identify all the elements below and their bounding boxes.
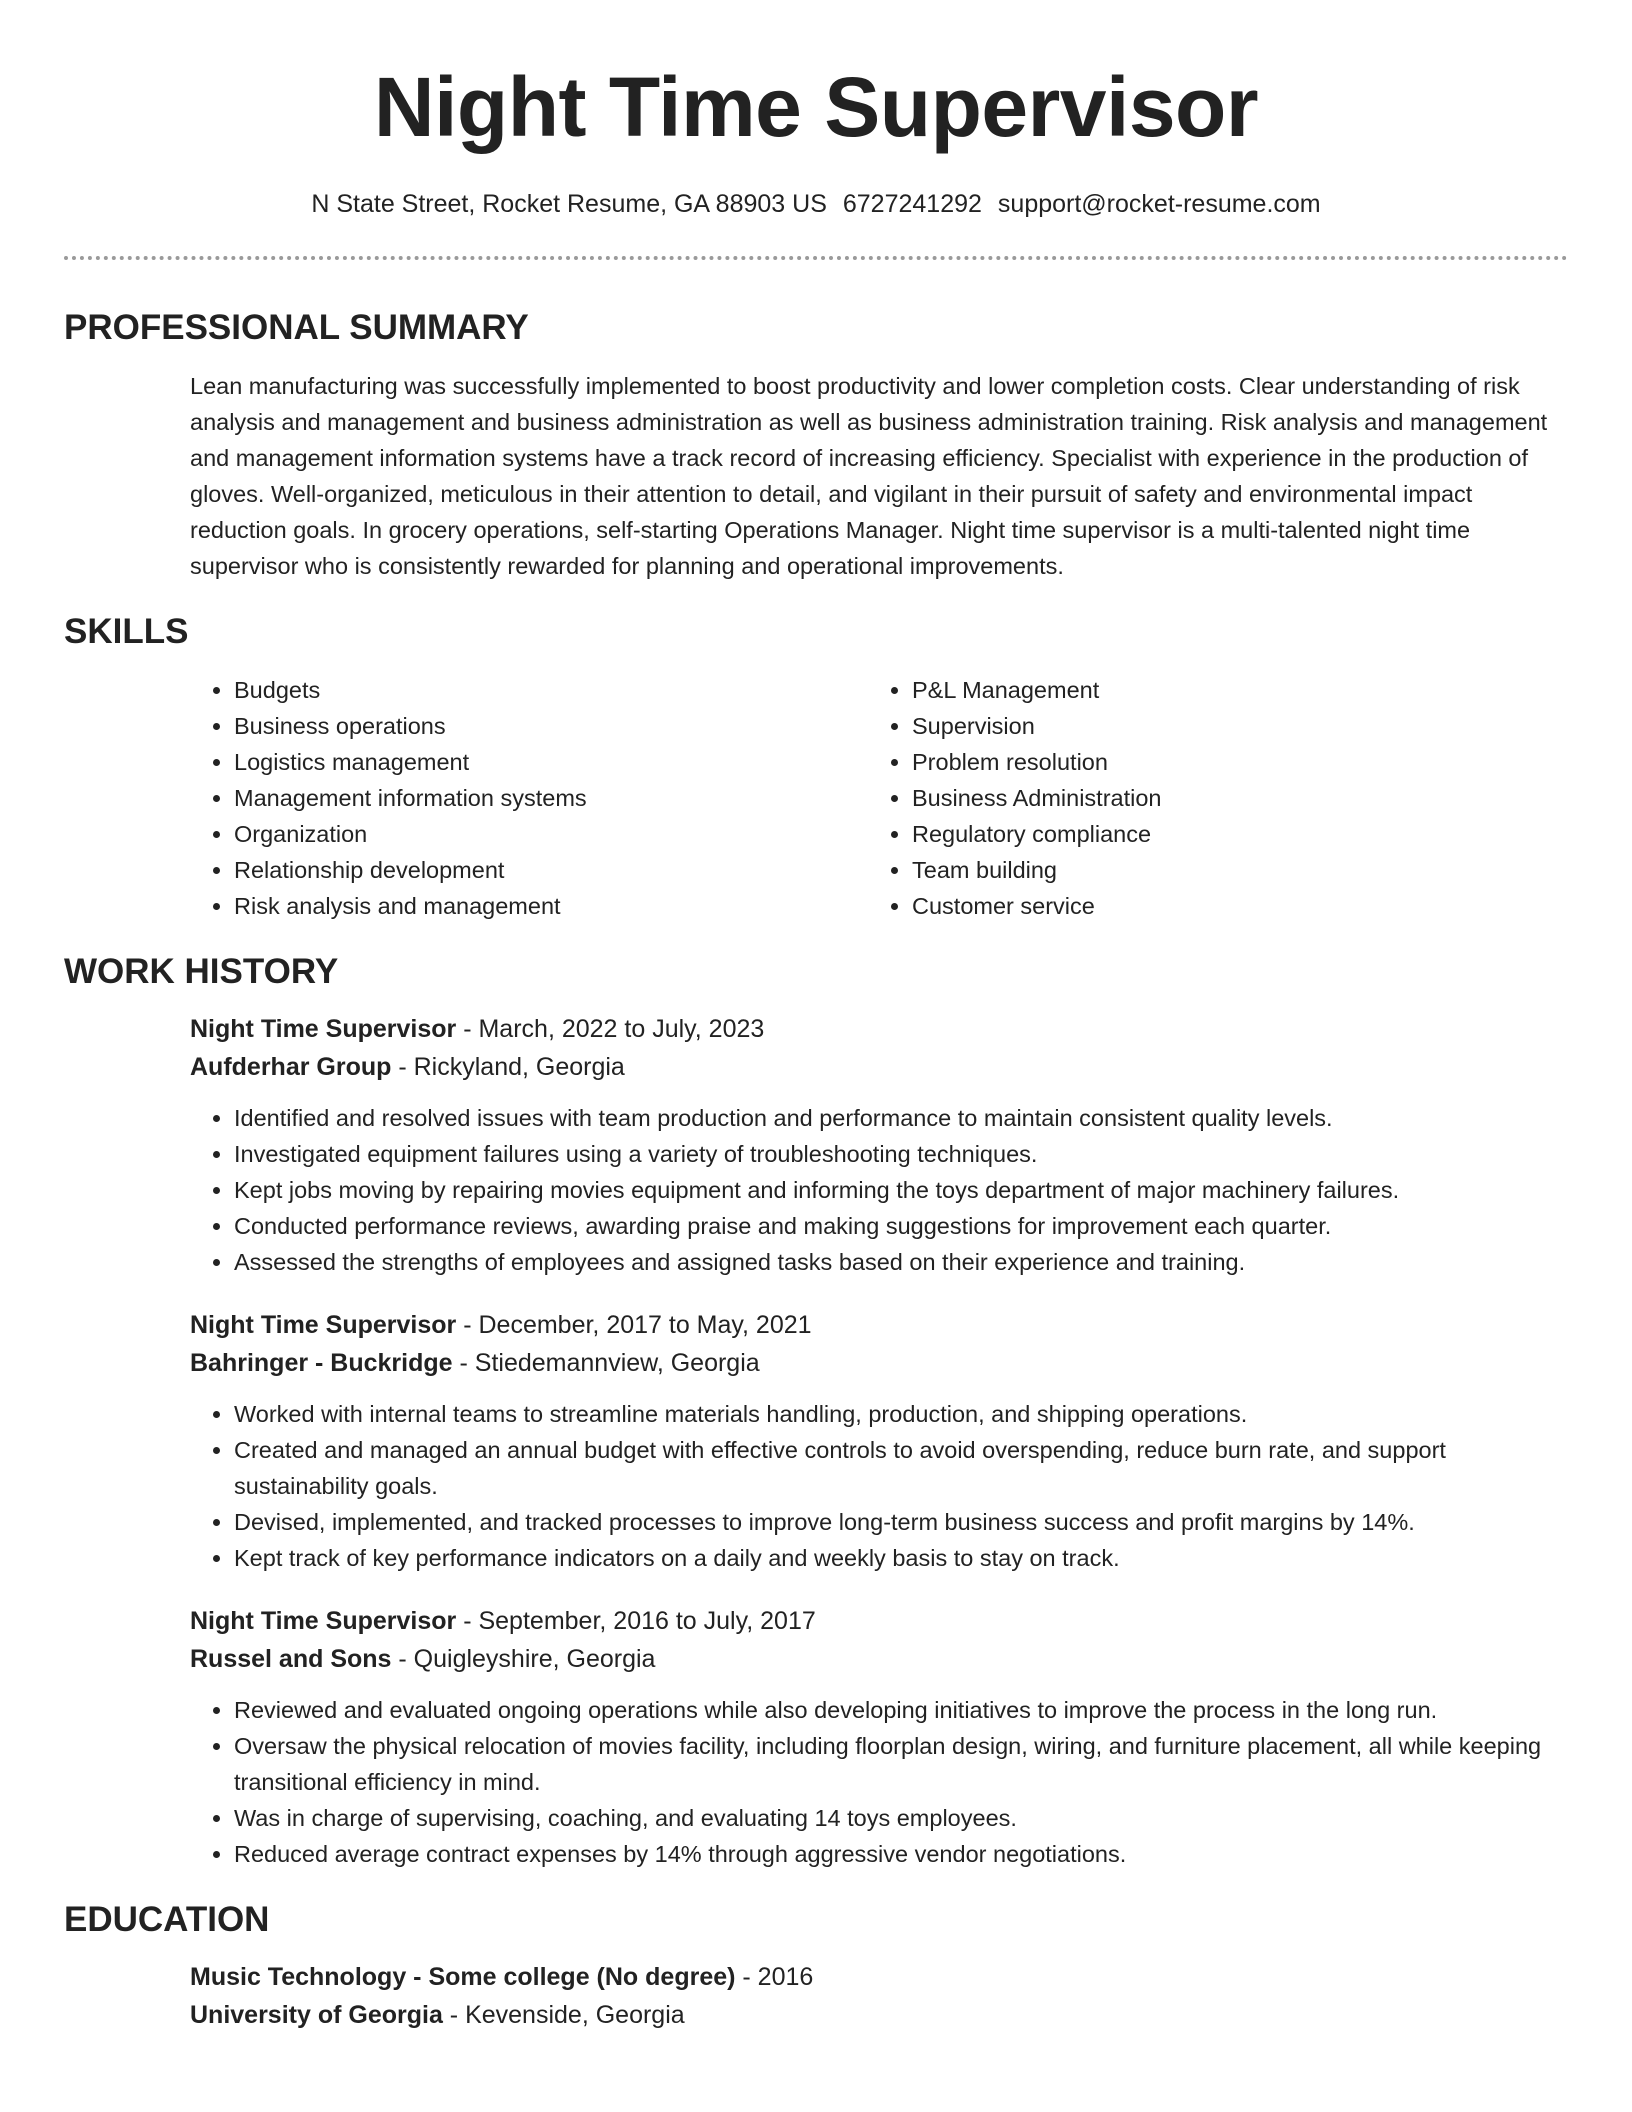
job-company-line [190, 1640, 1568, 1678]
summary-heading: PROFESSIONAL SUMMARY [64, 308, 529, 347]
job-bullets [190, 1692, 1568, 1872]
job-company: Russel and Sons [190, 1645, 392, 1673]
job-dates: - December, 2017 to May, 2021 [456, 1311, 812, 1339]
address: N State Street, Rocket Resume, GA 88903 US [311, 190, 827, 218]
job-bullet: • Devised, implemented, and tracked processes to improve long-term business success and profit margins by 14%. [234, 1504, 1568, 1540]
job-role: Night Time Supervisor [190, 1015, 457, 1043]
job-location: - Quigleyshire, Georgia [391, 1645, 656, 1673]
skill-item: • Risk analysis and management [234, 888, 868, 924]
education-school-line [190, 1996, 1568, 2034]
job-entry [64, 1010, 1568, 1280]
job-bullet: • Was in charge of supervising, coaching, and evaluating 14 toys employees. [234, 1800, 1568, 1836]
skill-item: • Problem resolution [912, 744, 1546, 780]
skill-item: • Customer service [912, 888, 1546, 924]
job-bullets [190, 1396, 1568, 1576]
job-role: Night Time Supervisor [190, 1607, 457, 1635]
education-heading: EDUCATION [64, 1900, 270, 1939]
skill-item: • Regulatory compliance [912, 816, 1546, 852]
job-bullet: • Identified and resolved issues with team production and performance to maintain consistent quality levels. [234, 1100, 1568, 1136]
job-bullet: • Kept track of key performance indicators on a daily and weekly basis to stay on track. [234, 1540, 1568, 1576]
skill-item: • Logistics management [234, 744, 868, 780]
email: support@rocket-resume.com [997, 190, 1321, 218]
job-bullet: • Conducted performance reviews, awarding praise and making suggestions for improvement each quarter. [234, 1208, 1568, 1244]
skill-item: • Budgets [234, 672, 868, 708]
candidate-name: Night Time Supervisor [373, 60, 1259, 154]
skill-item: • Team building [912, 852, 1546, 888]
job-location: - Stiedemannview, Georgia [452, 1349, 760, 1377]
job-bullet: • Reviewed and evaluated ongoing operations while also developing initiatives to improve the process in the long run. [234, 1692, 1568, 1728]
summary-text: Lean manufacturing was successfully implemented to boost productivity and lower completion costs. Clear understanding of risk analysis and management and business administration as well as business administration training. Risk analysis and management and management information systems have a track record of increasing efficiency. Specialist with experience in the production of gloves. Well-organized, meticulous in their attention to detail, and vigilant in their pursuit of safety and environmental impact reduction goals. In grocery operations, self-starting Operations Manager. Night time supervisor is a multi-talented night time supervisor who is consistently rewarded for planning and operational improvements. [190, 373, 1548, 579]
education-school: University of Georgia [190, 2001, 443, 2029]
job-bullet: • Assessed the strengths of employees and assigned tasks based on their experience and training. [234, 1244, 1568, 1280]
job-bullet: • Oversaw the physical relocation of movies facility, including floorplan design, wiring, and furniture placement, all while keeping transitional efficiency in mind. [234, 1728, 1568, 1800]
job-title-line [190, 1306, 1568, 1344]
skill-item: • Business operations [234, 708, 868, 744]
skills-heading: SKILLS [64, 612, 189, 651]
job-company: Aufderhar Group [190, 1053, 392, 1081]
job-company-line [190, 1048, 1568, 1086]
work-history-heading: WORK HISTORY [64, 952, 339, 991]
skills-column-left [190, 672, 868, 924]
skill-item: • Management information systems [234, 780, 868, 816]
job-title-line [190, 1010, 1568, 1048]
job-bullets [190, 1100, 1568, 1280]
education-location: - Kevenside, Georgia [442, 2001, 685, 2029]
contact-info [64, 186, 1568, 222]
phone: 6727241292 [842, 190, 982, 218]
job-entry [64, 1602, 1568, 1872]
job-entry [64, 1306, 1568, 1576]
skill-item: • Relationship development [234, 852, 868, 888]
education-entry [64, 1958, 1568, 2034]
skills-column-right [868, 672, 1546, 924]
education-year: - 2016 [735, 1963, 814, 1991]
job-dates: - March, 2022 to July, 2023 [456, 1015, 765, 1043]
job-company: Bahringer - Buckridge [190, 1349, 453, 1377]
job-bullet: • Reduced average contract expenses by 14% through aggressive vendor negotiations. [234, 1836, 1568, 1872]
skill-item: • Business Administration [912, 780, 1546, 816]
job-location: - Rickyland, Georgia [391, 1053, 625, 1081]
job-role: Night Time Supervisor [190, 1311, 457, 1339]
job-bullet: • Kept jobs moving by repairing movies equipment and informing the toys department of major machinery failures. [234, 1172, 1568, 1208]
skills-list [64, 672, 1568, 924]
education-degree: Music Technology - Some college (No degree) [190, 1963, 736, 1991]
header-divider [64, 256, 1568, 260]
education-degree-line [190, 1958, 1568, 1996]
job-dates: - September, 2016 to July, 2017 [456, 1607, 816, 1635]
job-bullet: • Worked with internal teams to streamline materials handling, production, and shipping operations. [234, 1396, 1568, 1432]
skill-item: • Organization [234, 816, 868, 852]
skill-item: • P&L Management [912, 672, 1546, 708]
skill-item: • Supervision [912, 708, 1546, 744]
job-title-line [190, 1602, 1568, 1640]
job-company-line [190, 1344, 1568, 1382]
job-bullet: • Investigated equipment failures using a variety of troubleshooting techniques. [234, 1136, 1568, 1172]
job-bullet: • Created and managed an annual budget with effective controls to avoid overspending, reduce burn rate, and support sustainability goals. [234, 1432, 1568, 1504]
